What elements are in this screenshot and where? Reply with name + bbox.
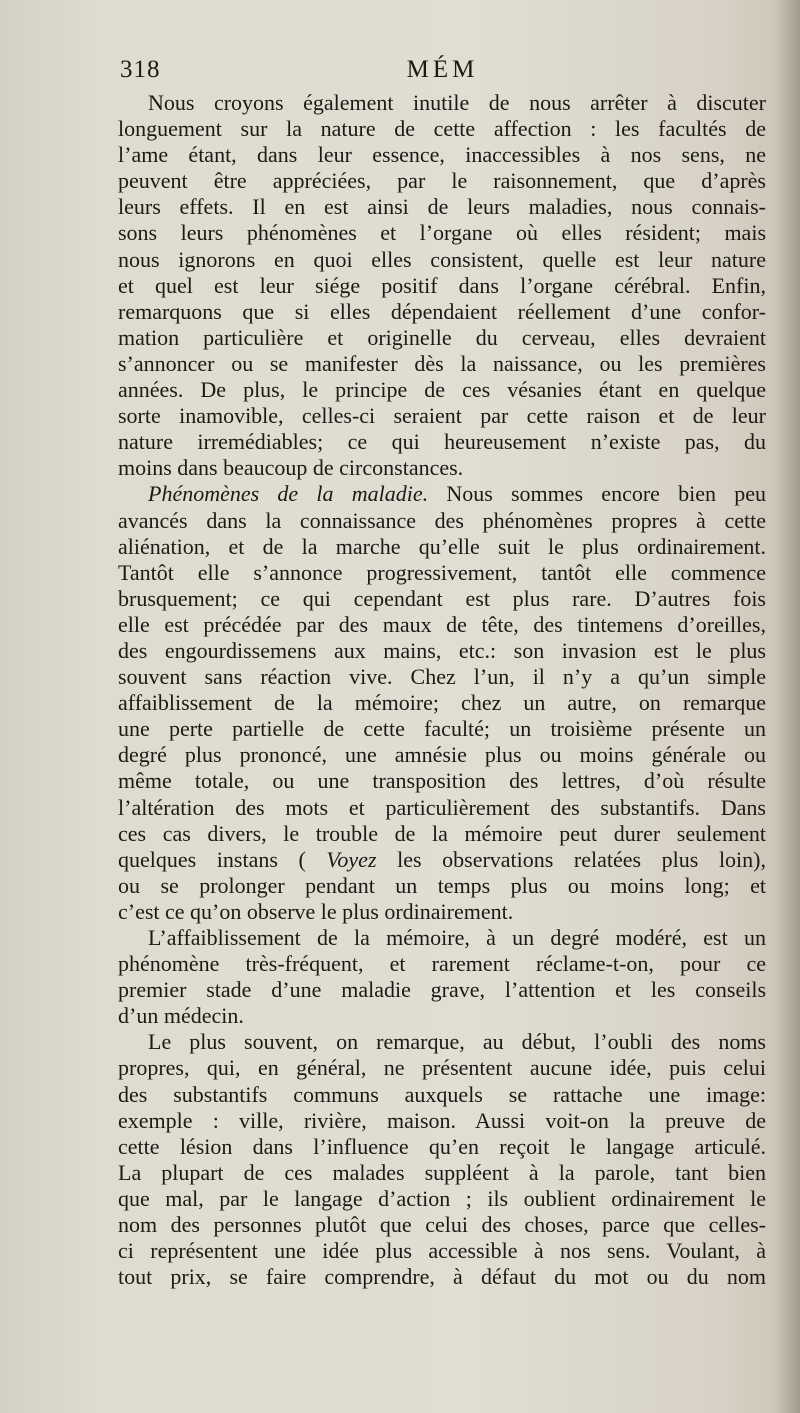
text-line: elle est précédée par des maux de tête, des tintemens d’oreilles, bbox=[118, 611, 766, 637]
text-line: moins dans beaucoup de circonstances. bbox=[118, 455, 464, 481]
text-line: c’est ce qu’on observe le plus ordinairement. bbox=[118, 898, 514, 924]
text-line: longuement sur la nature de cette affection : les facultés de bbox=[118, 116, 766, 142]
text-line: souvent sans réaction vive. Chez l’un, il n’y a qu’un simple bbox=[118, 664, 766, 690]
voyez-reference: Voyez bbox=[326, 846, 377, 872]
text-line bbox=[118, 481, 766, 507]
text-line: nous ignorons en quoi elles consistent, quelle est leur nature bbox=[118, 246, 766, 272]
text-line: avancés dans la connaissance des phénomènes propres à cette bbox=[118, 507, 766, 533]
text-line: et quel est leur siége positif dans l’organe cérébral. Enfin, bbox=[118, 272, 766, 298]
text-line: degré plus prononcé, une amnésie plus ou moins générale ou bbox=[118, 742, 766, 768]
page-header bbox=[120, 56, 765, 92]
text-line: cette lésion dans l’influence qu’en reçoit le langage articulé. bbox=[118, 1133, 766, 1159]
text-line: premier stade d’une maladie grave, l’attention et les conseils bbox=[118, 977, 766, 1003]
text-line: phénomène très-fréquent, et rarement réclame-t-on, pour ce bbox=[118, 951, 766, 977]
text-line: ci représentent une idée plus accessible à nos sens. Voulant, à bbox=[118, 1238, 766, 1264]
text-line: Le plus souvent, on remarque, au début, l’oubli des noms bbox=[148, 1029, 766, 1055]
text-line: l’altération des mots et particulièrement des substantifs. Dans bbox=[118, 794, 766, 820]
text-line: une perte partielle de cette faculté; un troisième présente un bbox=[118, 716, 766, 742]
section-title: Phénomènes de la maladie. bbox=[148, 481, 429, 507]
text-line: brusquement; ce qui cependant est plus rare. D’autres fois bbox=[118, 585, 766, 611]
text-line: s’annoncer ou se manifester dès la naissance, ou les premières bbox=[118, 350, 766, 376]
text-line: Nous croyons également inutile de nous arrêter à discuter bbox=[148, 90, 766, 115]
text-line: des engourdissemens aux mains, etc.: son invasion est le plus bbox=[118, 637, 766, 663]
text-line: La plupart de ces malades suppléent à la parole, tant bien bbox=[118, 1159, 766, 1185]
text-line bbox=[118, 847, 766, 873]
text-fragment: Nous sommes encore bien peu bbox=[446, 481, 767, 507]
text-line: que mal, par le langage d’action ; ils oublient ordinairement le bbox=[118, 1185, 766, 1211]
body-text bbox=[118, 90, 766, 1290]
text-line: ces cas divers, le trouble de la mémoire peut durer seulement bbox=[118, 820, 766, 846]
text-line: nom des personnes plutôt que celui des choses, parce que celles- bbox=[118, 1212, 766, 1238]
text-line: peuvent être appréciées, par le raisonnement, que d’après bbox=[118, 168, 766, 194]
text-fragment: les observations relatées plus loin), bbox=[376, 846, 766, 872]
text-line: leurs effets. Il en est ainsi de leurs maladies, nous connais- bbox=[118, 194, 766, 220]
text-line: affaiblissement de la mémoire; chez un autre, on remarque bbox=[118, 690, 766, 716]
text-line: mation particulière et originelle du cerveau, elles devraient bbox=[118, 324, 766, 350]
text-line: ou se prolonger pendant un temps plus ou moins long; et bbox=[118, 872, 766, 898]
text-line: aliénation, et de la marche qu’elle suit le plus ordinairement. bbox=[118, 533, 766, 559]
page-number: 318 bbox=[120, 56, 161, 83]
text-line: exemple : ville, rivière, maison. Aussi voit-on la preuve de bbox=[118, 1107, 766, 1133]
text-line: Tantôt elle s’annonce progressivement, tantôt elle commence bbox=[118, 559, 766, 585]
text-line: sorte inamovible, celles-ci seraient par cette raison et de leur bbox=[118, 403, 766, 429]
running-head: MÉM bbox=[406, 56, 479, 83]
text-line: années. De plus, le principe de ces vésanies étant en quelque bbox=[118, 377, 766, 403]
text-line: d’un médecin. bbox=[118, 1003, 244, 1029]
text-line: même totale, ou une transposition des lettres, d’où résulte bbox=[118, 768, 766, 794]
text-line: nature irremédiables; ce qui heureusement n’existe pas, du bbox=[118, 429, 766, 455]
text-line: des substantifs communs auxquels se rattache une image: bbox=[118, 1081, 766, 1107]
text-line: tout prix, se faire comprendre, à défaut du mot ou du nom bbox=[118, 1264, 766, 1290]
text-line: sons leurs phénomènes et l’organe où elles résident; mais bbox=[118, 220, 766, 246]
text-line: propres, qui, en général, ne présentent aucune idée, puis celui bbox=[118, 1055, 766, 1081]
text-line: l’ame étant, dans leur essence, inaccessibles à nos sens, ne bbox=[118, 142, 766, 168]
text-line: remarquons que si elles dépendaient réellement d’une confor- bbox=[118, 298, 766, 324]
text-fragment: quelques instans ( bbox=[118, 846, 306, 872]
text-line: L’affaiblissement de la mémoire, à un degré modéré, est un bbox=[148, 925, 766, 950]
